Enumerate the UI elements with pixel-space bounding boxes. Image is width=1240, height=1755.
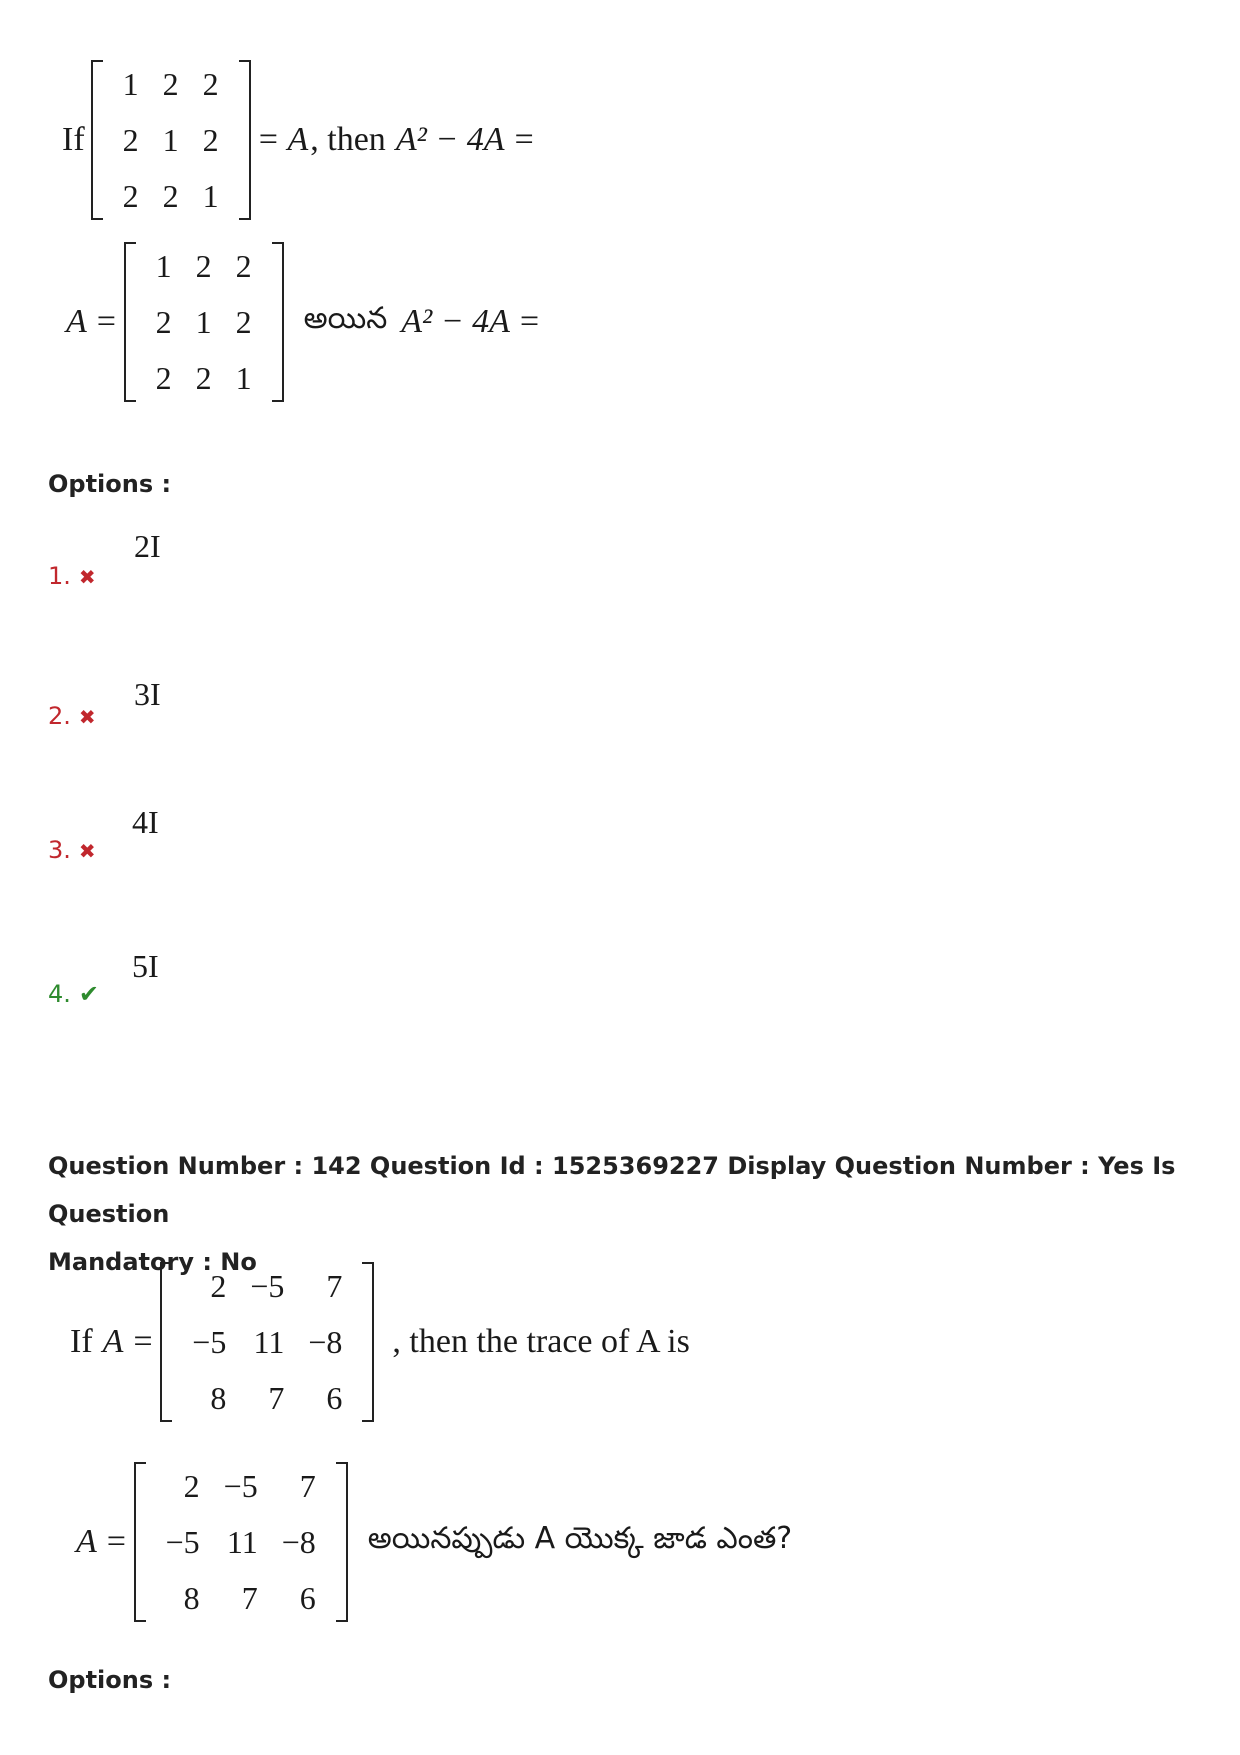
cross-icon: ✖	[78, 839, 96, 863]
q2-tel-lhs: A =	[76, 1523, 128, 1560]
q1-expression: A² − 4A =	[395, 121, 536, 158]
q2-meta-line1: Question Number : 142 Question Id : 1525369227 Display Question Number : Yes Is Question	[48, 1152, 1176, 1228]
matrix-cell: 1	[155, 248, 172, 284]
q2-matrix-telugu	[134, 1462, 348, 1622]
matrix-cell: 1	[202, 178, 219, 214]
cross-icon: ✖	[78, 565, 96, 589]
option-value: 2I	[134, 528, 161, 564]
q1-tel-word: అయిన	[303, 301, 388, 336]
q2-eng-suffix: , then the trace of A is	[392, 1323, 690, 1360]
q2-tel-suffix: అయినప్పుడు A యొక్క జాడ ఎంత?	[367, 1521, 793, 1556]
matrix-cell: −5	[223, 1468, 258, 1504]
q2-eng-lhs: A =	[102, 1323, 155, 1360]
q2-matrix-english	[160, 1262, 374, 1422]
matrix-cell: 11	[226, 1524, 258, 1560]
matrix-cell: 2	[210, 1268, 227, 1304]
matrix-cell: 6	[326, 1380, 343, 1416]
option-value: 5I	[132, 948, 159, 984]
matrix-cell: 2	[155, 360, 172, 396]
q1-matrix-telugu	[124, 242, 284, 402]
matrix-cell: −8	[281, 1524, 316, 1560]
q1-then-text: , then	[310, 121, 386, 158]
matrix-cell: 2	[235, 304, 252, 340]
q1-if-text: If	[62, 121, 85, 158]
matrix-cell: 7	[268, 1380, 285, 1416]
q1-matrix-cells	[103, 60, 239, 220]
matrix-cell: 2	[122, 178, 139, 214]
matrix-cell: 2	[195, 248, 212, 284]
q2-telugu-equation	[76, 1462, 792, 1622]
option-number: 3. ✖	[48, 836, 96, 864]
cross-icon: ✖	[78, 705, 96, 729]
option-value: 3I	[134, 676, 161, 712]
matrix-cell: −8	[308, 1324, 343, 1360]
matrix-cell: 2	[162, 178, 179, 214]
matrix-cell: 2	[155, 304, 172, 340]
matrix-cell: −5	[192, 1324, 227, 1360]
matrix-cell: 7	[299, 1468, 316, 1504]
q2-tel-matrix-cells	[146, 1462, 336, 1622]
matrix-cell: 7	[241, 1580, 258, 1616]
matrix-cell: −5	[250, 1268, 285, 1304]
matrix-cell: 11	[253, 1324, 285, 1360]
q1-tel-matrix-cells	[136, 242, 272, 402]
q2-matrix-cells	[172, 1262, 362, 1422]
option-value: 4I	[132, 804, 159, 840]
matrix-cell: 7	[326, 1268, 343, 1304]
q2-english-equation	[70, 1262, 690, 1422]
matrix-cell: −5	[165, 1524, 200, 1560]
q2-options-label: Options :	[48, 1666, 172, 1694]
matrix-cell: 2	[235, 248, 252, 284]
matrix-cell: 2	[202, 66, 219, 102]
matrix-cell: 2	[202, 122, 219, 158]
q1-equals-a: = A	[256, 121, 309, 158]
matrix-cell: 2	[122, 122, 139, 158]
matrix-cell: 8	[183, 1580, 200, 1616]
matrix-cell: 1	[235, 360, 252, 396]
check-icon: ✔	[78, 980, 100, 1008]
option-number: 2. ✖	[48, 702, 96, 730]
matrix-cell: 8	[210, 1380, 227, 1416]
q1-english-equation	[62, 60, 535, 220]
q1-telugu-equation	[66, 242, 541, 402]
q1-tel-expression: A² − 4A =	[401, 303, 541, 340]
matrix-cell: 2	[195, 360, 212, 396]
matrix-cell: 1	[122, 66, 139, 102]
q2-if-text: If	[70, 1323, 93, 1360]
matrix-cell: 2	[162, 66, 179, 102]
q1-tel-lhs: A =	[66, 303, 118, 340]
matrix-cell: 2	[183, 1468, 200, 1504]
option-number: 1. ✖	[48, 562, 96, 590]
matrix-cell: 1	[162, 122, 179, 158]
q1-matrix-english	[91, 60, 251, 220]
matrix-cell: 6	[299, 1580, 316, 1616]
q1-options-label: Options :	[48, 470, 172, 498]
matrix-cell: 1	[195, 304, 212, 340]
option-number: 4. ✔	[48, 980, 100, 1008]
q2-meta-line2: Mandatory : No	[48, 1248, 257, 1276]
